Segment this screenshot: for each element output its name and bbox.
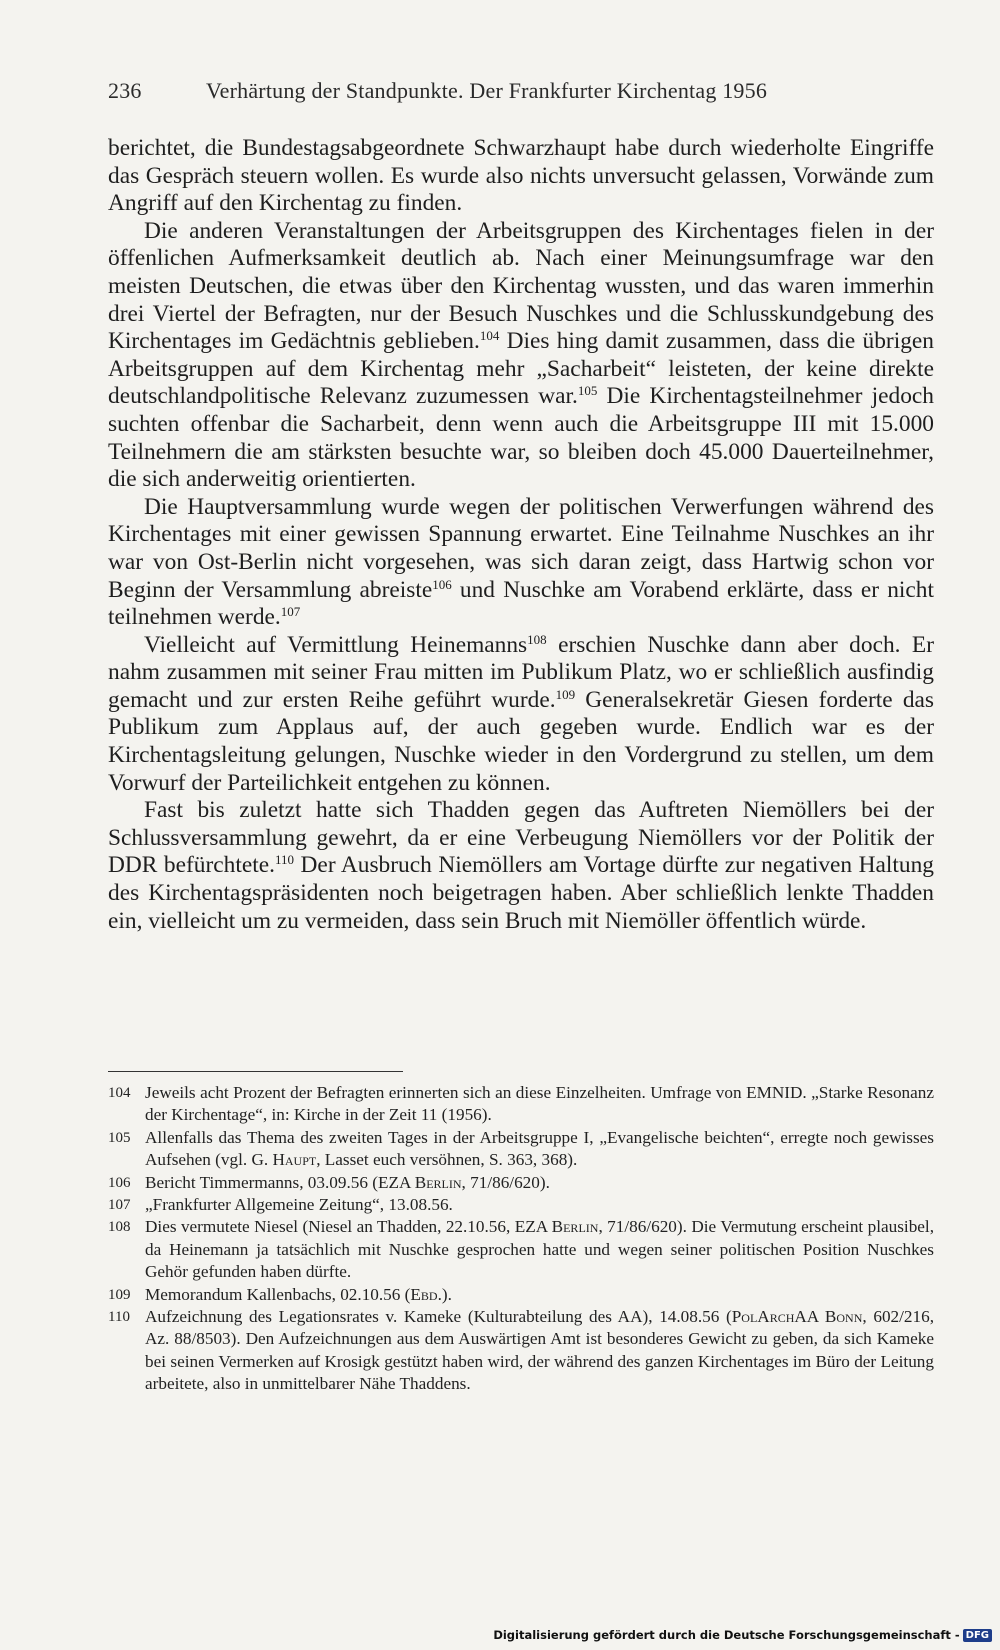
footnote-text-part: ). [441, 1284, 452, 1304]
paragraph-text: Generalsekretär Giesen forderte das Publikum zum Applaus auf, der auch gegeben wurde. Endlich war es der Kirchentagsleitung gelungen, Nuschke wieder in den Vordergrund zu stellen, um dem Vorwurf der Parteilichkeit entgehen zu können. [108, 686, 934, 796]
footnote-ref[interactable]: 106 [432, 576, 452, 592]
paragraph-text: Der Ausbruch Niemöllers am Vortage dürfte zur negativen Haltung des Kirchentagspräsidenten noch beigetragen haben. Aber schließlich lenkte Thadden ein, vielleicht um zu vermeiden, dass sein Bruch mit Niemöller öffentlich würde. [108, 852, 934, 934]
footnote-text-part: Allenfalls das Thema des zweiten Tages in der Arbeitsgruppe I, „Evangelische beichten“, erregte noch gewisses Aufsehen (vgl. G. [145, 1127, 934, 1170]
paragraph-text: Vielleicht auf Vermittlung Heinemanns [144, 631, 528, 658]
footnote-110 [108, 1306, 934, 1396]
paragraph-2 [108, 218, 934, 494]
running-header [108, 78, 938, 104]
footnote-ref[interactable]: 110 [274, 852, 294, 868]
paragraph-5 [108, 797, 934, 935]
footnote-number: 107 [108, 1197, 131, 1214]
paragraph-4 [108, 632, 934, 798]
footnotes [108, 1082, 934, 1396]
footnote-text [145, 1127, 934, 1172]
paragraph-text: Dies hing damit zusammen, dass die übrigen Arbeitsgruppen auf dem Kirchentag mehr „Sacharbeit“ leisteten, der keine direkte deutschlandpolitische Relevanz zuzumessen war. [108, 328, 934, 410]
footnote-text [145, 1216, 934, 1283]
footnote-text-part: , 71/86/620). Die Vermutung erscheint plausibel, da Heinemann ja tatsächlich mit Nuschke gesprochen hatte und wegen seiner politischen Position Nuschkes Gehör gefunden haben dürfte. [145, 1217, 934, 1282]
author-name: Haupt [272, 1150, 317, 1170]
footnote-text-part: , 602/216, Az. 88/8503). Den Aufzeichnungen aus dem Auswärtigen Amt ist besonderes Gewicht zu geben, da sich Kameke bei seinen Vermerken auf Krosigk gestützt haben wird, der während des ganzen Kirchentages im Büro der Leitung arbeitete, also in unmittelbarer Nähe Thaddens. [145, 1307, 935, 1394]
paragraph-text: Die Kirchentagsteilnehmer jedoch suchten offenbar die Sacharbeit, denn wenn auch die Arbeitsgruppe III mit 15.000 Teilnehmern die am stärksten besuchte war, so bleiben doch 45.000 Dauerteilnehmer, die sich anderweitig orientierten. [108, 383, 934, 493]
footnote-text-part: , Lasset euch versöhnen, S. 363, 368). [316, 1150, 578, 1170]
footnote-text [145, 1306, 934, 1396]
footnote-number: 110 [108, 1309, 130, 1326]
footnote-ref[interactable]: 105 [577, 383, 598, 399]
footnote-separator [108, 1071, 403, 1072]
footnote-text-part: Memorandum Kallenbachs, 02.10.56 ( [145, 1284, 411, 1304]
footnote-number: 108 [108, 1219, 131, 1236]
page-number: 236 [108, 78, 142, 103]
paragraph-3 [108, 494, 934, 632]
footnote-ref[interactable]: 108 [527, 631, 547, 647]
footnote-number: 104 [108, 1085, 131, 1101]
paragraph-text: berichtet, die Bundestagsabgeordnete Schwarzhaupt habe durch wiederholte Eingriffe das Gespräch steuern wollen. Es wurde also nichts unversucht gelassen, Vorwände zum Angriff auf den Kirchentag zu finden. [108, 135, 934, 217]
footnote-text [145, 1172, 934, 1194]
footnote-text: „Frankfurter Allgemeine Zeitung“, 13.08.56. [145, 1195, 453, 1215]
footnote-ref[interactable]: 107 [280, 604, 301, 620]
footnote-108 [108, 1216, 934, 1283]
footnote-ref[interactable]: 104 [479, 328, 500, 344]
footnote-number: 106 [108, 1174, 131, 1191]
footnote-109 [108, 1284, 934, 1306]
footnote-text-part: Dies vermutete Niesel (Niesel an Thadden, 22.10.56, EZA [145, 1217, 552, 1237]
footnote-text-part: Aufzeichnung des Legationsrates v. Kameke (Kulturabteilung des AA), 14.08.56 ( [145, 1307, 732, 1327]
footnote-107 [108, 1194, 934, 1216]
footnote-106 [108, 1172, 934, 1194]
footnote-text-part: , 71/86/620). [461, 1172, 550, 1192]
footnote-ref[interactable]: 109 [555, 686, 576, 702]
paragraph-1 [108, 135, 934, 218]
archive-name: PolArchAA Bonn [731, 1307, 863, 1327]
running-title: Verhärtung der Standpunkte. Der Frankfurter Kirchentag 1956 [206, 78, 768, 103]
footnote-text: Jeweils acht Prozent der Befragten erinnerten sich an diese Einzelheiten. Umfrage von EMNID. „Starke Resonanz der Kirchentage“, in: Kirche in der Zeit 11 (1956). [145, 1083, 934, 1125]
paragraph-text: erschien Nuschke dann aber doch. Er nahm zusammen mit seiner Frau mitten im Publikum Platz, wo er schließlich ausfindig gemacht und zur ersten Reihe geführt wurde. [108, 631, 934, 713]
dfg-logo: DFG [963, 1629, 992, 1642]
archive-name: Berlin [414, 1172, 462, 1192]
paragraph-text: und Nuschke am Vorabend erklärte, dass er nicht teilnehmen werde. [108, 576, 934, 631]
paragraph-text: Die Hauptversammlung wurde wegen der politischen Verwerfungen während des Kirchentages mit einer gewissen Spannung erwartet. Eine Teilnahme Nuschkes an ihr war von Ost-Berlin nicht vorgesehen, was sich daran zeigt, dass Hartwig schon vor Beginn der Versammlung abreiste [108, 493, 934, 603]
footnote-105 [108, 1127, 934, 1172]
footnote-number: 105 [108, 1129, 131, 1146]
paragraph-text: Die anderen Veranstaltungen der Arbeitsgruppen des Kirchentages fielen in der öffenlichen Aufmerksamkeit deutlich ab. Nach einer Meinungsumfrage war den meisten Deutschen, die etwas über den Kirchentag wussten, und das waren immerhin drei Viertel der Befragten, nur der Besuch Nuschkes und die Schlusskundgebung des Kirchentages im Gedächtnis geblieben. [108, 217, 934, 355]
body-text [108, 135, 934, 935]
ibid-ref: Ebd. [410, 1284, 442, 1304]
credit-text: Digitalisierung gefördert durch die Deutsche Forschungsgemeinschaft - [493, 1628, 960, 1642]
footnote-104 [108, 1082, 934, 1127]
digitization-credit [493, 1628, 992, 1642]
footnote-text [145, 1284, 934, 1306]
archive-name: Berlin [551, 1217, 599, 1237]
paragraph-text: Fast bis zuletzt hatte sich Thadden gegen das Auftreten Niemöllers bei der Schlussversammlung gewehrt, da er eine Verbeugung Niemöllers vor der Politik der DDR befürchtete. [108, 797, 934, 879]
footnote-number: 109 [108, 1286, 131, 1303]
footnote-text-part: Bericht Timmermanns, 03.09.56 (EZA [145, 1172, 415, 1192]
